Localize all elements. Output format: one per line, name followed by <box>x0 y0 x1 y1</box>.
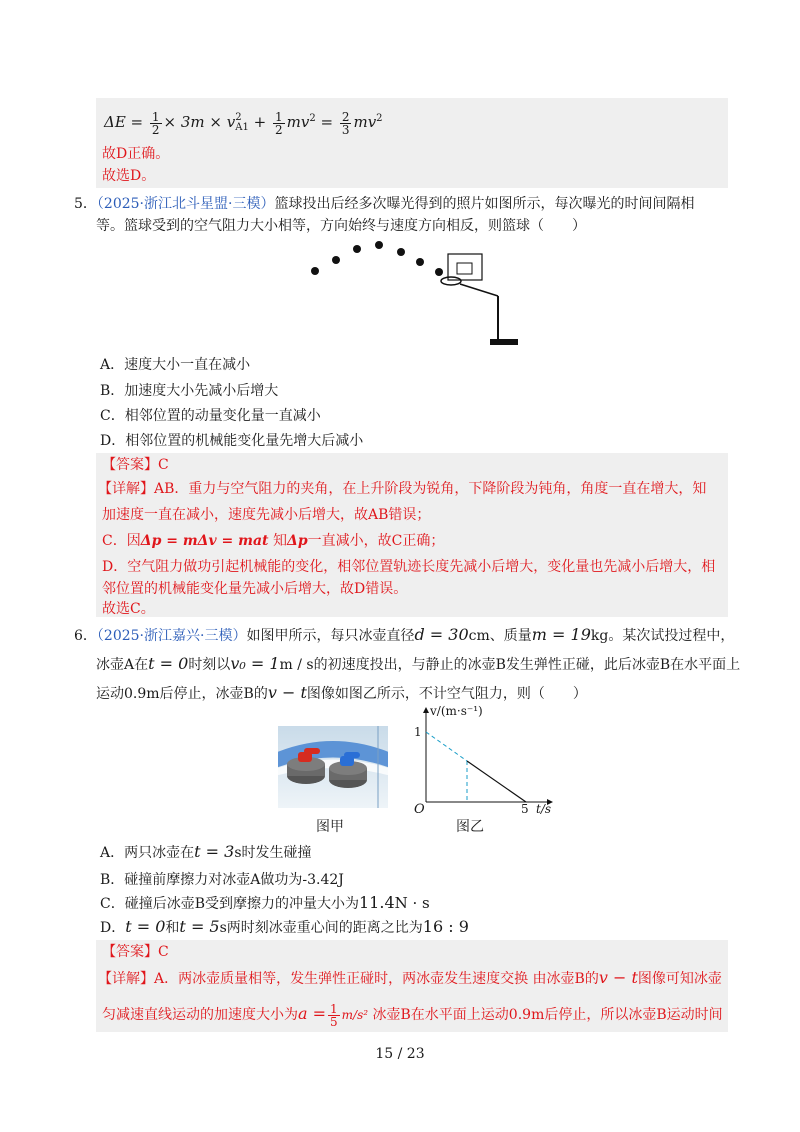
graph-ylabel: v/(m·s⁻¹) <box>430 704 483 718</box>
q6-stem-line-1: 6．（2025·浙江嘉兴·三模）如图甲所示，每只冰壶直径d = 30cm、质量m = 19kg。某次试投过程中， <box>74 625 735 644</box>
q6-option-d: D．t = 0和t = 5s两时刻冰壶重心间的距离之比为16 : 9 <box>100 917 469 936</box>
q6-option-a: A．两只冰壶在t = 3s时发生碰撞 <box>100 842 312 861</box>
graph-y-tick: 1 <box>414 725 422 739</box>
q6-stem-line-2: 冰壶A在t = 0时刻以v₀ = 1m / s的初速度投出，与静止的冰壶B发生弹性正碰，此后冰壶B在水平面上 <box>96 654 741 673</box>
q5-option-d: D．相邻位置的机械能变化量先增大后减小 <box>100 433 364 449</box>
fraction-3: $\frac{2}{3}$ <box>341 109 350 137</box>
page-number: 15 / 23 <box>375 1046 425 1062</box>
ball-3 <box>353 245 361 253</box>
ball-1 <box>311 267 319 275</box>
graph-xlabel: t/s <box>536 802 552 816</box>
graph-origin: O <box>414 802 425 817</box>
line-b <box>467 761 526 802</box>
fig-yi-caption: 图乙 <box>456 819 484 835</box>
ball-positions <box>311 241 443 276</box>
q5-number: 5． <box>74 196 97 212</box>
answer-box-q5 <box>96 453 728 617</box>
q5-option-b: B．加速度大小先减小后增大 <box>100 383 279 399</box>
q5-source: （2025·浙江北斗星盟·三模） <box>96 196 275 212</box>
conclusion-line: 故D正确。 <box>102 146 170 162</box>
hoop-base <box>490 339 518 345</box>
backboard <box>448 254 482 280</box>
ball-4 <box>375 241 383 249</box>
rim <box>441 277 461 285</box>
q6-stem-line-3: 运动0.9m后停止，冰壶B的v − t图像如图乙所示，不计空气阻力，则（ ） <box>96 683 587 702</box>
q6-option-c: C．碰撞后冰壶B受到摩擦力的冲量大小为11.4N · s <box>100 893 430 912</box>
q5-explain-line-1: 【详解】AB．重力与空气阻力的夹角，在上升阶段为锐角，下降阶段为钝角，角度一直在增大，知 <box>98 481 707 497</box>
q5-stem-line-1: 5．（2025·浙江北斗星盟·三模）篮球投出后经多次曝光得到的照片如图所示，每次曝光的时间间隔相 <box>74 196 695 212</box>
q5-explain-line-6: 故选C。 <box>102 601 155 617</box>
ball-6 <box>416 258 424 266</box>
line-a-dashed <box>426 732 467 761</box>
q5-explain-line-2: 加速度一直在减小，速度先减小后增大，故AB错误； <box>102 507 431 523</box>
q6-source: （2025·浙江嘉兴·三模） <box>96 628 247 644</box>
q5-explain-line-5: 邻位置的机械能变化量先减小后增大，故D错误。 <box>102 581 408 597</box>
fraction-2: $\frac{1}{2}$ <box>274 109 283 137</box>
q5-stem-line-2: 等。篮球受到的空气阻力大小相等，方向始终与速度方向相反，则篮球（ ） <box>96 218 586 234</box>
ball-5 <box>397 248 405 256</box>
ball-2 <box>332 256 340 264</box>
q6-explain-line-2: 匀减速直线运动的加速度大小为a = $\frac{1}{5}$ m/s² 冰壶B在水平面上运动0.9m后停止，所以冰壶B运动时间 <box>102 1001 723 1029</box>
q5-explain-line-4: D．空气阻力做功引起机械能的变化，相邻位置轨迹长度先减小后增大，变化量也先减小后增大，相 <box>102 559 716 575</box>
fraction-1: $\frac{1}{2}$ <box>151 109 160 137</box>
q6-explain-line-1: 【详解】A．两冰壶质量相等，发生弹性正碰时，两冰壶发生速度交换 由冰壶B的v − t图像可知冰壶 <box>98 968 722 987</box>
q5-option-a: A．速度大小一直在减小 <box>100 357 251 373</box>
graph-x-tick: 5 <box>521 802 529 816</box>
q5-explain-line-3: C．因Δp = mΔv = mat 知Δp一直减小，故C正确； <box>102 533 445 549</box>
answer-box-q4 <box>96 98 728 188</box>
q5-answer: 【答案】C <box>102 457 169 473</box>
curling-photo <box>278 726 388 808</box>
fig-jia-caption: 图甲 <box>316 819 344 835</box>
answer-box-q6 <box>96 940 728 1032</box>
basketball-hoop <box>441 254 498 340</box>
q6-option-b: B．碰撞前摩擦力对冰壶A做功为-3.42J <box>100 872 344 888</box>
energy-formula: ΔE = $\frac{1}{2}$ × 3m × v 2 A1 + $\frac{1}{2}$ $mv^2$ = $\frac{2}{3}$ $mv^2$ <box>104 109 383 137</box>
q5-option-c: C．相邻位置的动量变化量一直减小 <box>100 408 321 424</box>
q6-answer: 【答案】C <box>102 944 169 960</box>
choice-line: 故选D。 <box>102 168 156 184</box>
ball-7 <box>435 268 443 276</box>
accel-fraction: $\frac{1}{5}$ <box>330 1001 338 1029</box>
basketball-figure <box>300 236 530 348</box>
